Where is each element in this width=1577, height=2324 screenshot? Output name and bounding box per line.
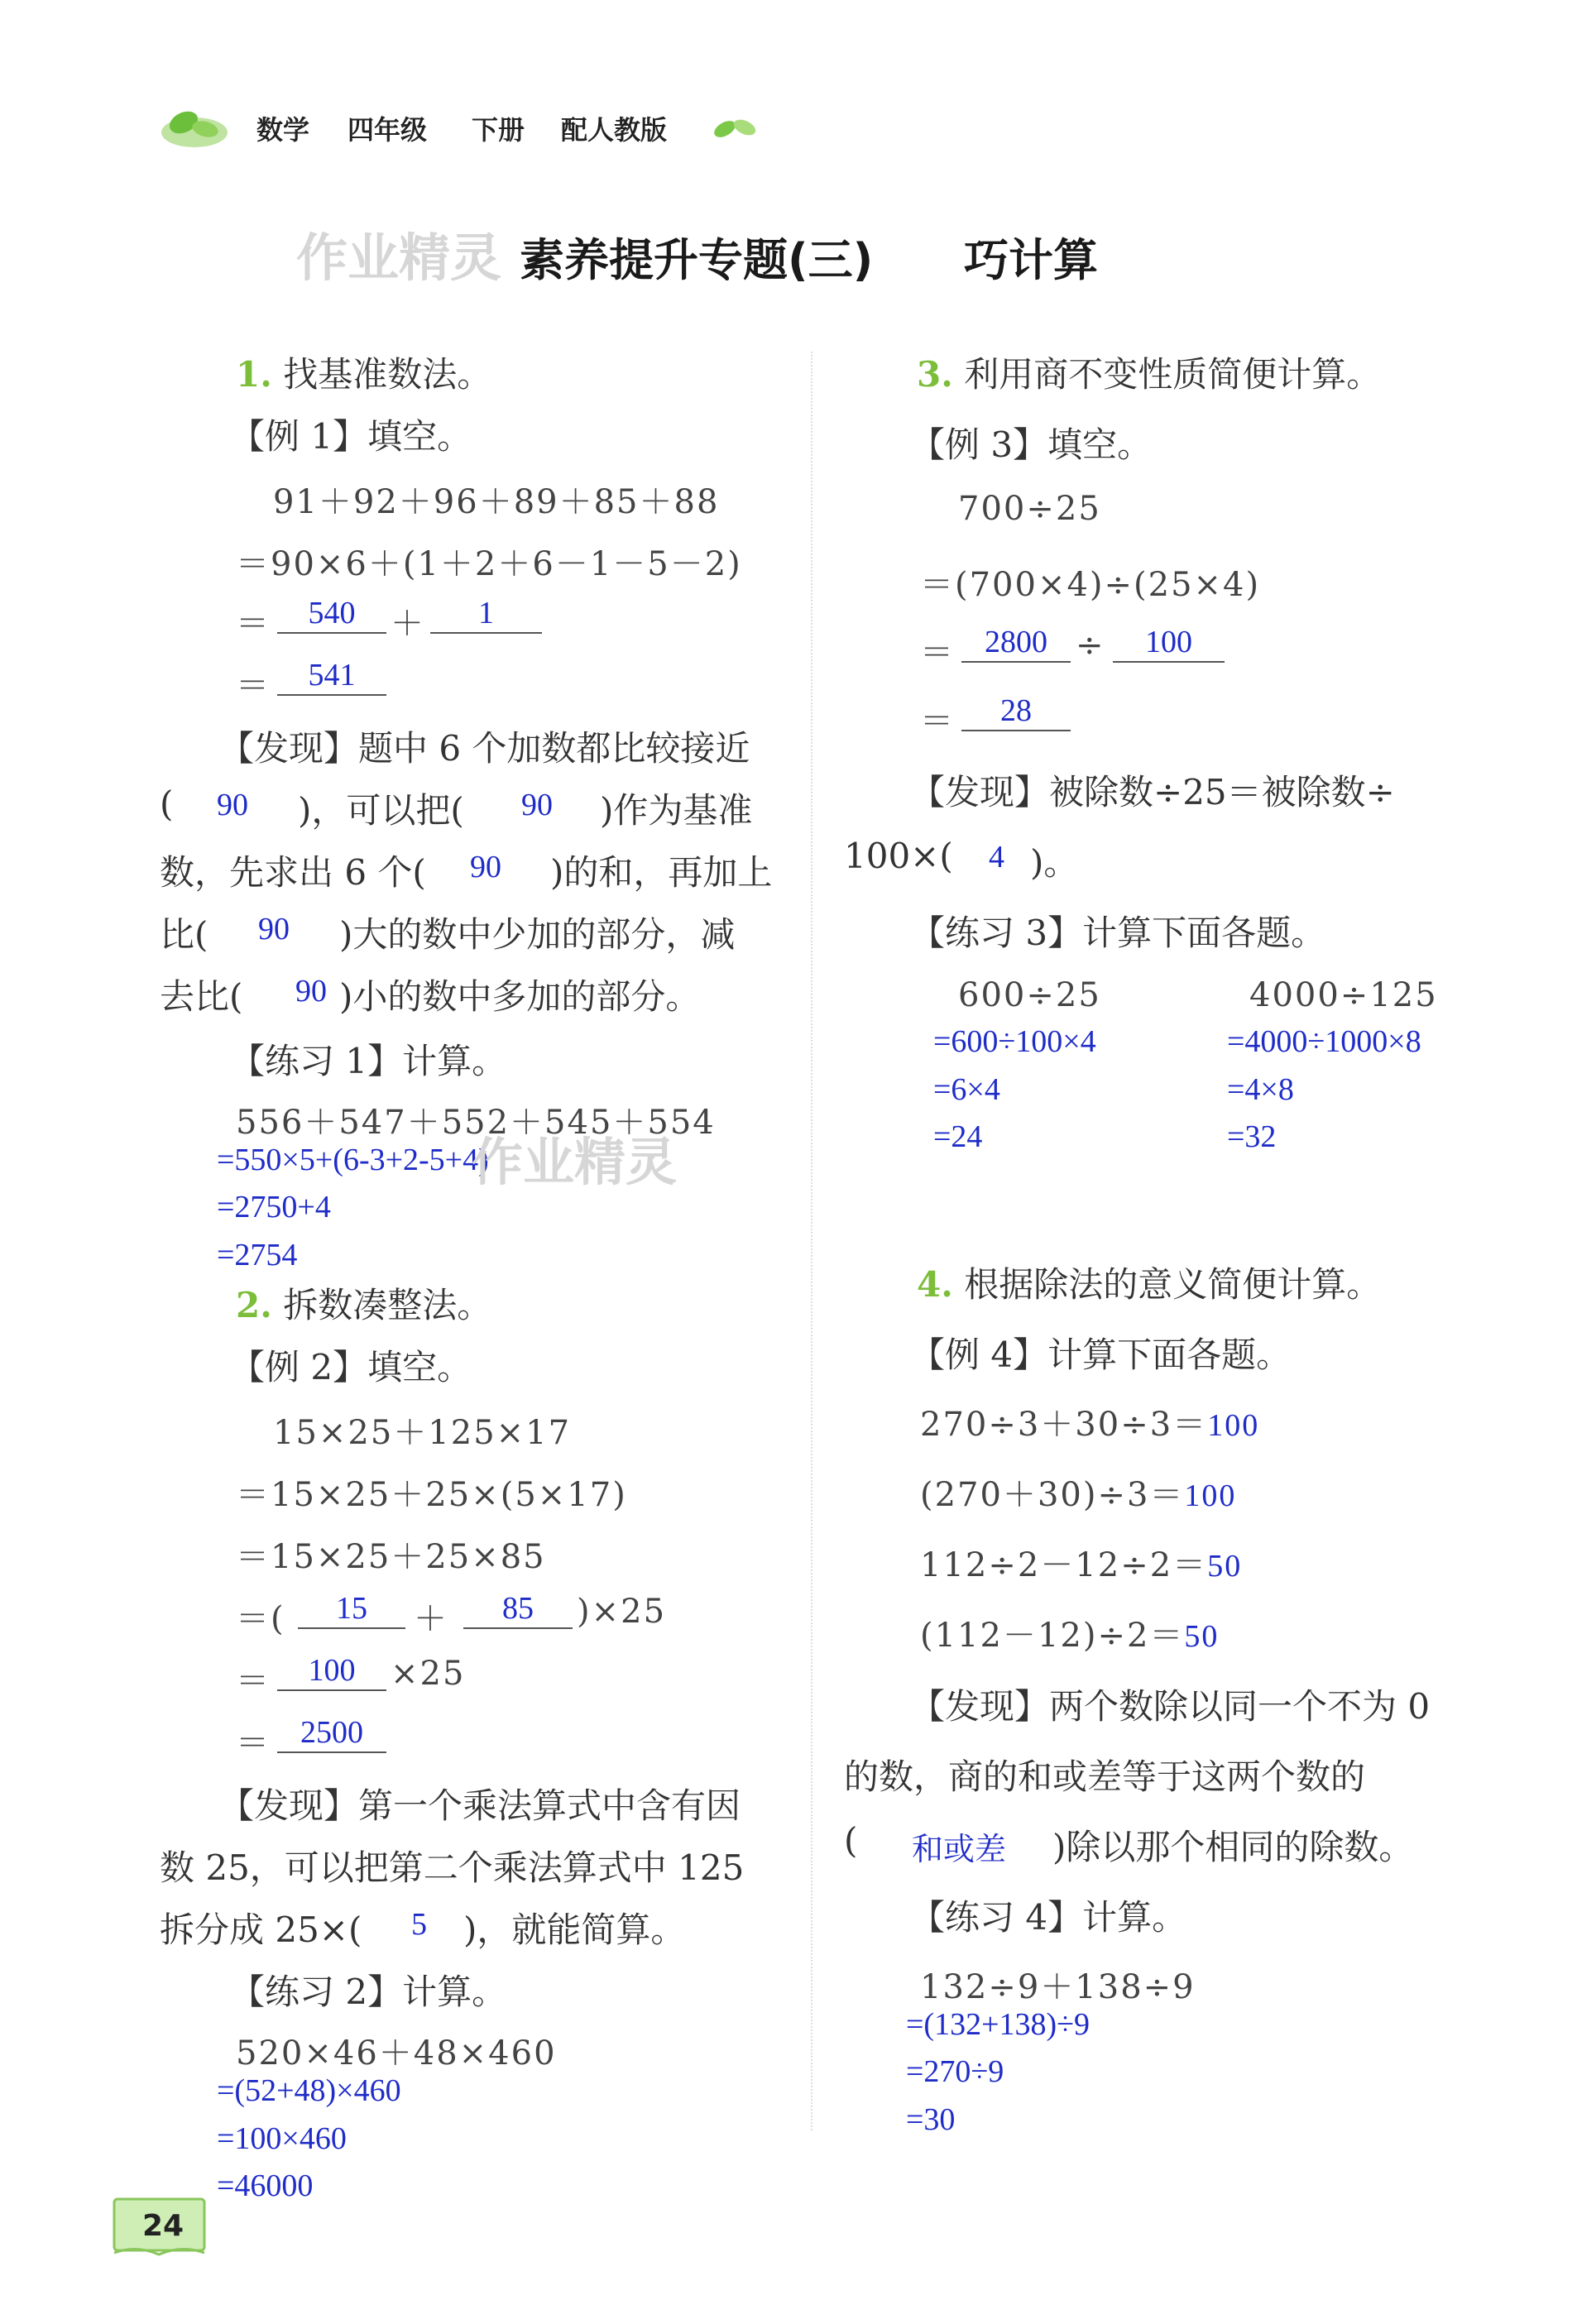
practice3-label: 【练习 3】计算下面各题。 [910,913,1326,953]
example1-blank3: 541 [277,656,386,696]
example4-label: 【例 4】计算下面各题。 [910,1335,1292,1375]
find1-text3: 数，先求出 6 个( [160,852,426,893]
find1-ans4: 90 [258,912,290,946]
find2-line3b: )，就能简算。 [463,1910,686,1950]
example1-plus: ＋ [391,605,425,643]
practice1-ans2: =2750+4 [217,1190,331,1224]
practice2-label: 【练习 2】计算。 [230,1972,507,2012]
example3-line2: ＝(700×4)÷(25×4) [920,566,1261,604]
example2-line1: 15×25＋125×17 [273,1414,572,1452]
example4-expr1: 270÷3＋30÷3＝100 [920,1406,1260,1444]
practice2-expr: 520×46＋48×460 [236,2034,557,2072]
example2-eq6: ＝ [236,1724,271,1762]
find4-line1: 【发现】两个数除以同一个不为 0 [910,1686,1431,1727]
find1-text4: )的和，再加上 [550,852,773,893]
find1-text6: )大的数中少加的部分，减 [339,914,736,955]
example1-line2: ＝90×6＋(1＋2＋6－1－5－2) [236,545,742,583]
practice3-a2-2: =4×8 [1227,1072,1294,1107]
header-edition: 配人教版 [561,114,668,146]
title-watermark: 作业精灵 [296,228,502,288]
find3-line2b: )。 [1030,842,1079,883]
practice1-label: 【练习 1】计算。 [230,1041,507,1081]
example2-label: 【例 2】填空。 [230,1347,472,1387]
example1-blank2: 1 [430,594,542,634]
practice4-expr: 132÷9＋138÷9 [920,1968,1196,2006]
section4-heading: 4. 根据除法的意义简便计算。 [917,1264,1382,1305]
example3-eq4: ＝ [920,702,955,740]
practice4-ans3: =30 [906,2102,956,2137]
practice2-ans1: =(52+48)×460 [217,2073,401,2108]
example2-close: )×25 [577,1593,667,1631]
example2-plus: ＋ [414,1600,448,1638]
page-title: 素养提升专题(三) [520,234,874,286]
example1-label: 【例 1】填空。 [230,416,472,457]
section2-heading: 2. 拆数凑整法。 [236,1285,492,1325]
example2-times25: ×25 [391,1655,466,1693]
leaf-logo-icon [157,98,232,156]
find3-ans: 4 [989,840,1004,874]
find1-ans1: 90 [217,788,248,822]
find1-text8: )小的数中多加的部分。 [339,976,701,1017]
find3-line1: 【发现】被除数÷25＝被除数÷ [910,772,1395,812]
example4-expr2: (270＋30)÷3＝100 [920,1476,1237,1514]
practice3-a2-1: =4000÷1000×8 [1227,1024,1421,1059]
page-subtitle: 巧计算 [964,234,1098,286]
example3-blank3: 28 [961,692,1071,731]
find1-text2: )作为基准 [600,790,753,831]
example1-blank1: 540 [277,594,386,634]
example3-blank2: 100 [1113,623,1225,663]
find1-ans3: 90 [470,850,501,884]
example3-label: 【例 3】填空。 [910,424,1153,465]
example2-blank2: 85 [463,1589,573,1629]
header-subject: 数学 [256,114,310,146]
example2-blank1: 15 [298,1589,405,1629]
example3-div: ÷ [1076,626,1105,664]
practice4-label: 【练习 4】计算。 [910,1897,1187,1938]
example3-line1: 700÷25 [958,490,1101,528]
find4-paren: ( [844,1820,858,1861]
practice3-a1-3: =24 [933,1119,983,1154]
find4-line3: )除以那个相同的除数。 [1052,1827,1414,1867]
example4-expr4: (112－12)÷2＝50 [920,1617,1220,1655]
mid-watermark: 作业精灵 [472,1132,678,1192]
practice2-ans3: =46000 [217,2168,314,2203]
find1-paren1: ( [160,783,174,824]
practice1-expr: 556＋547＋552＋545＋554 [236,1104,716,1142]
find2-line3a: 拆分成 25×( [160,1910,362,1950]
example1-eq4: ＝ [236,667,271,705]
practice3-a1-1: =600÷100×4 [933,1024,1096,1059]
find1-ans5: 90 [295,974,327,1009]
practice4-ans1: =(132+138)÷9 [906,2007,1090,2042]
example2-line2: ＝15×25＋25×(5×17) [236,1476,627,1514]
example4-expr3: 112÷2－12÷2＝50 [920,1546,1243,1584]
section3-heading: 3. 利用商不变性质简便计算。 [917,354,1382,395]
example1-line1: 91＋92＋96＋89＋85＋88 [273,483,720,521]
find2-line1: 【发现】第一个乘法算式中含有因 [219,1785,741,1826]
practice3-a2-3: =32 [1227,1119,1277,1154]
example3-blank1: 2800 [961,623,1071,663]
example3-eq3: ＝ [920,634,955,672]
practice4-ans2: =270÷9 [906,2054,1004,2089]
practice2-ans2: =100×460 [217,2121,347,2156]
leaf-decoration-icon [712,114,758,146]
find1-ans2: 90 [521,788,553,822]
find2-ans: 5 [411,1907,427,1942]
find1-text5: 比( [160,914,209,955]
example2-blank3: 100 [277,1651,386,1691]
find4-ans: 和或差 [912,1833,1007,1867]
column-divider [811,352,812,2130]
header-leaf-logo [157,98,232,159]
find1-line1: 【发现】题中 6 个加数都比较接近 [219,728,750,769]
header-grade: 四年级 [348,114,428,146]
practice1-ans3: =2754 [217,1238,298,1272]
practice3-a1-2: =6×4 [933,1072,1000,1107]
practice3-expr1: 600÷25 [958,976,1101,1014]
find4-line2: 的数，商的和或差等于这两个数的 [844,1756,1366,1797]
example2-open: ＝( [236,1600,285,1638]
find3-line2a: 100×( [844,836,953,876]
header-volume: 下册 [472,114,525,146]
example1-eq3: ＝ [236,605,271,643]
practice3-expr2: 4000÷125 [1249,976,1438,1014]
find2-line2: 数 25，可以把第二个乘法算式中 125 [160,1847,745,1888]
example2-line3: ＝15×25＋25×85 [236,1538,546,1576]
page-number: 24 [142,2209,185,2243]
find1-text7: 去比( [160,976,243,1017]
section1-heading: 1. 找基准数法。 [236,354,492,395]
find1-text1: )，可以把( [298,790,464,831]
example2-blank4: 2500 [277,1713,386,1753]
practice1-ans1: =550×5+(6-3+2-5+4) [217,1143,489,1177]
example2-eq5: ＝ [236,1662,271,1700]
